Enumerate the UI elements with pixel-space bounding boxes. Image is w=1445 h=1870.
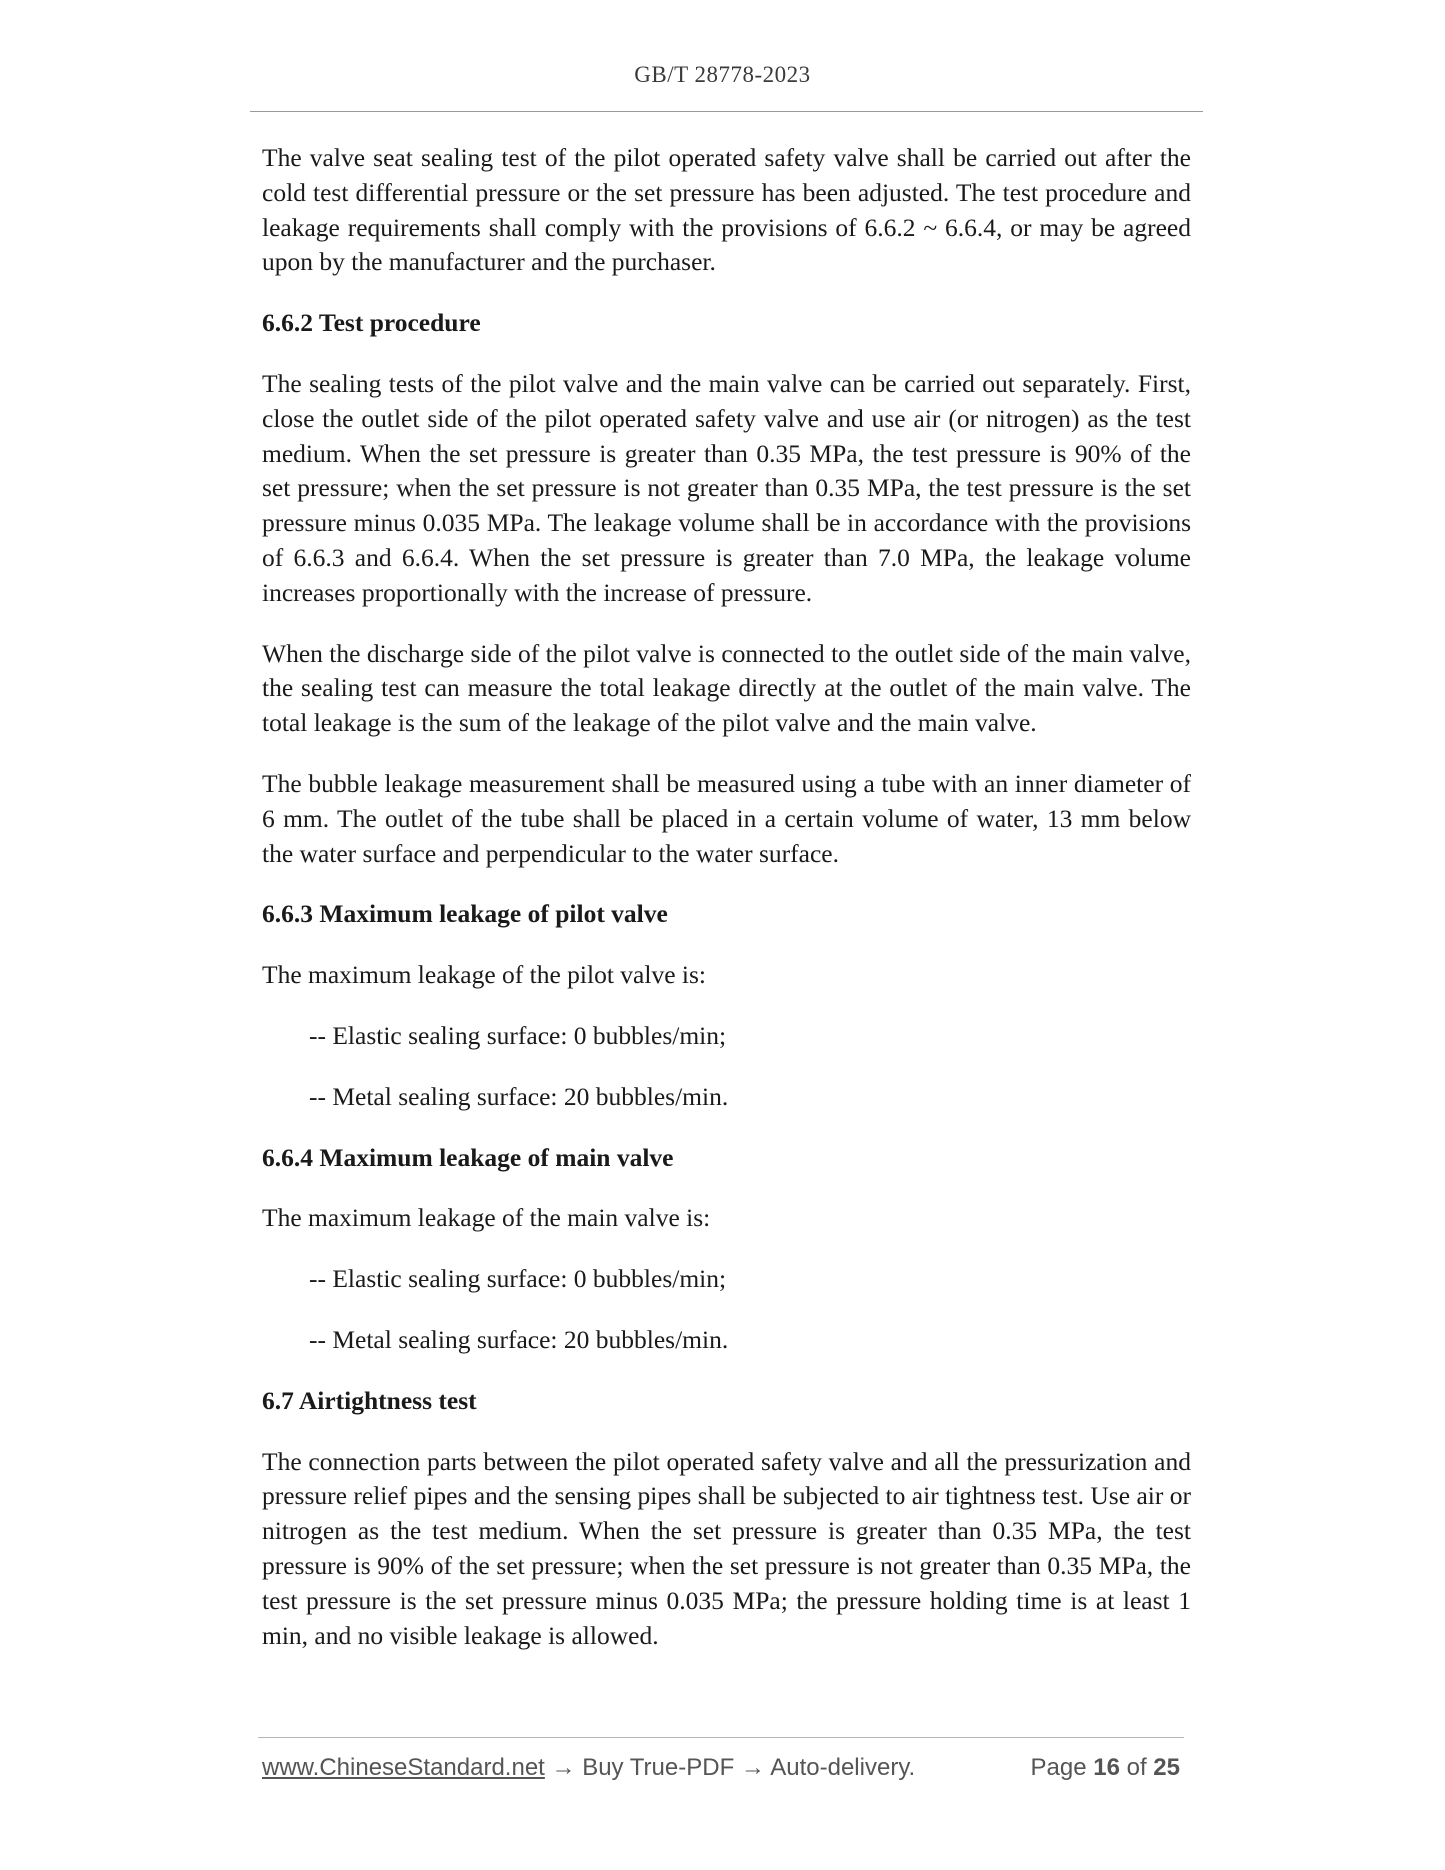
page-footer [262, 1754, 1184, 1788]
page-label: Page [1030, 1754, 1087, 1781]
page-header-standard-code: GB/T 28778-2023 [634, 62, 811, 87]
page-counter [1031, 1754, 1181, 1782]
header-divider [250, 111, 1203, 112]
section-6-6-2-paragraph-1: The sealing tests of the pilot valve and the main valve can be carried out separately. First, close the outlet side of the pilot operated safety valve and use air (or nitrogen) as the test medium. When the set pressure is greater than 0.35 MPa, the test pressure is 90% of the set pressure; when the set pressure is not greater than 0.35 MPa, the test pressure is the set pressure minus 0.035 MPa. The leakage volume shall be in accordance with the provisions of 6.6.3 and 6.6.4. When the set pressure is greater than 7.0 MPa, the leakage volume increases proportionally with the increase of pressure. [262, 368, 1191, 607]
total-pages-number: 25 [1153, 1754, 1180, 1781]
section-6-6-3-heading: 6.6.3 Maximum leakage of pilot valve [262, 899, 668, 929]
section-6-6-3-item-elastic: -- Elastic sealing surface: 0 bubbles/min; [309, 1020, 727, 1050]
section-6-6-4-heading: 6.6.4 Maximum leakage of main valve [262, 1142, 674, 1172]
section-6-6-2-paragraph-2: When the discharge side of the pilot valve is connected to the outlet side of the main valve, the sealing test can measure the total leakage directly at the outlet of the main valve. The total leakage is the sum of the leakage of the pilot valve and the main valve. [262, 638, 1191, 738]
section-6-7-paragraph: The connection parts between the pilot operated safety valve and all the pressurization and pressure relief pipes and the sensing pipes shall be subjected to air tightness test. Use air or nitrogen as the test medium. When the set pressure is greater than 0.35 MPa, the test pressure is 90% of the set pressure; when the set pressure is not greater than 0.35 MPa, the test pressure is the set pressure minus 0.035 MPa; the pressure holding time is at least 1 min, and no visible leakage is allowed. [262, 1446, 1191, 1650]
section-6-7-heading: 6.7 Airtightness test [262, 1385, 477, 1415]
section-6-6-2-heading: 6.6.2 Test procedure [262, 308, 481, 338]
section-6-6-3-lead: The maximum leakage of the pilot valve is: [262, 960, 706, 990]
auto-delivery-label: Auto-delivery. [770, 1754, 916, 1781]
buy-true-pdf-label: Buy True-PDF [582, 1754, 735, 1781]
section-6-6-4-item-elastic: -- Elastic sealing surface: 0 bubbles/min; [309, 1264, 727, 1294]
current-page-number: 16 [1093, 1754, 1120, 1781]
arrow-right-icon: → [740, 1754, 765, 1781]
section-6-6-2-paragraph-3: The bubble leakage measurement shall be measured using a tube with an inner diameter of 6 mm. The outlet of the tube shall be placed in a certain volume of water, 13 mm below the water surface and perpendicular to the water surface. [262, 768, 1191, 868]
section-6-6-3-item-metal: -- Metal sealing surface: 20 bubbles/min. [309, 1081, 729, 1111]
arrow-right-icon: → [551, 1754, 576, 1781]
section-6-6-4-lead: The maximum leakage of the main valve is: [262, 1203, 711, 1233]
footer-promo [262, 1754, 915, 1782]
site-link[interactable]: www.ChineseStandard.net [262, 1754, 545, 1781]
document-body [262, 141, 1191, 1679]
section-6-6-4-item-metal: -- Metal sealing surface: 20 bubbles/min. [309, 1324, 729, 1354]
of-label: of [1126, 1754, 1147, 1781]
footer-divider [258, 1737, 1184, 1738]
intro-paragraph: The valve seat sealing test of the pilot operated safety valve shall be carried out after the cold test differential pressure or the set pressure has been adjusted. The test procedure and leakage requirements shall comply with the provisions of 6.6.2 ~ 6.6.4, or may be agreed upon by the manufacturer and the purchaser. [262, 143, 1191, 277]
